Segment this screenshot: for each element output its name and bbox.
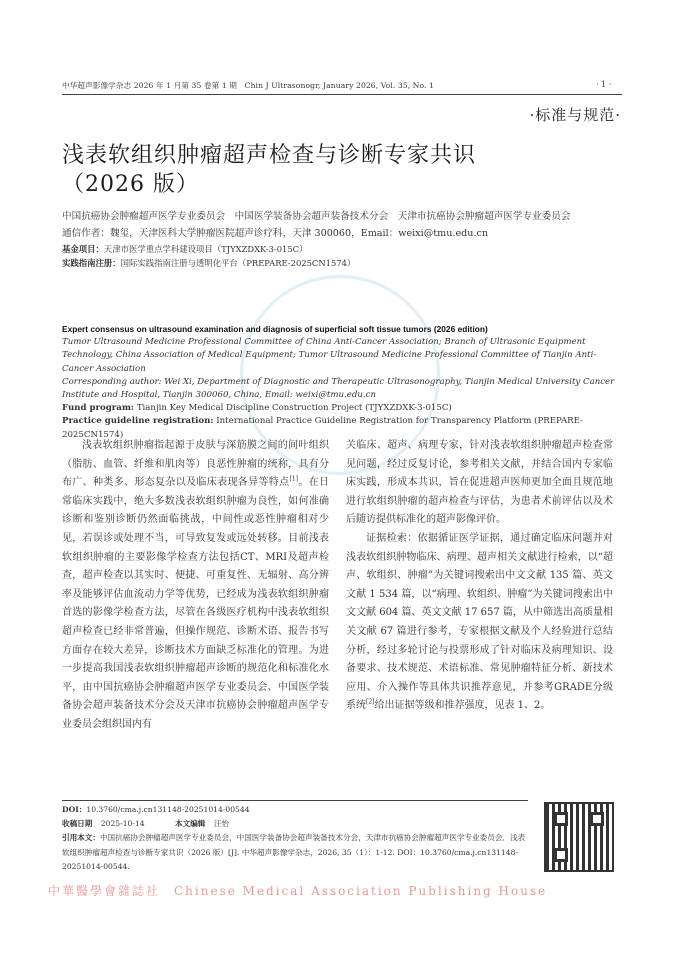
- body-paragraph: 浅表软组织肿瘤指起源于皮肤与深筋膜之间的间叶组织（脂肪、血管、纤维和肌肉等）良恶性肿瘤的统称，具有分布广、种类多、形态复杂以及临床表现各异等特点[1]。在日常临床实践中，绝大多数浅表软组织肿瘤为良性，如何准确诊断和鉴别诊断仍然面临挑战，中间性或恶性肿瘤相对少见，若误诊或处理不当，可导致复发或远处转移。目前浅表软组织肿瘤的主要影像学检查方法包括CT、MRI及超声检查，超声检查以其实时、便捷、可重复性、无辐射、高分辨率及能够评估血流动力学等优势，已经成为浅表软组织肿瘤首选的影像学检查方法，尽管在各级医疗机构中浅表软组织超声检查已经非常普遍，但操作规范、诊断术语、报告书写方面存在较大差异，诊断技术方面缺乏标准化的管理。为进一步提高我国浅表软组织肿瘤超声诊断的规范化和标准化水平，由中国抗癌协会肿瘤超声医学专业委员会、中国医学装备协会超声装备技术分会及天津市抗癌协会肿瘤超声医学专业委员会组织国内有: [62, 440, 330, 730]
- header-divider: [62, 94, 622, 95]
- qr-code-icon[interactable]: [544, 802, 614, 872]
- en-title: Expert consensus on ultrasound examination and diagnosis of superficial soft tissue tumors (2026 edition): [62, 324, 488, 334]
- page-number: · 1 ·: [596, 80, 612, 89]
- en-fund: Fund program: Tianjin Key Medical Discipline Construction Project (TJYXZDXK-3-015C): [62, 403, 452, 414]
- title-edition: （2026 版）: [62, 172, 199, 197]
- citation: 引用本文：中国抗癌协会肿瘤超声医学专业委员会，中国医学装备协会超声装备技术分会，天津市抗癌协会肿瘤超声医学专业委员会．浅表软组织肿瘤超声检查与诊断专家共识（2026 版）[J]. 中华超声影像学杂志，2026, 35（1）：1-12. DOI：10.3760/cma.j.cn131148-20251014-00544.: [62, 833, 526, 871]
- footnote-divider: [62, 800, 528, 801]
- cn-authors: 中国抗癌协会肿瘤超声医学专业委员会 中国医学装备协会超声装备技术分会 天津市抗癌协会肿瘤超声医学专业委员会: [62, 211, 571, 222]
- cn-corresponding: 通信作者：魏玺，天津医科大学肿瘤医院超声诊疗科，天津 300060，Email：weixi@tmu.edu.cn: [62, 228, 489, 239]
- publisher-logo: 中華醫學會雜誌社 Chinese Medical Association Publishing House: [48, 884, 548, 898]
- footnotes: [62, 803, 532, 874]
- english-metadata: [62, 323, 622, 442]
- section-label: ·标准与规范·: [529, 106, 621, 124]
- body-paragraph: 关临床、超声、病理专家，针对浅表软组织肿瘤超声检查常见问题，经过反复讨论，参考相关文献，并结合国内专家临床实践，形成本共识，旨在促进超声医师更加全面且规范地进行软组织肿瘤的超声检查与评估，为患者术前评估以及术后随访提供标准化的超声影像评价。: [346, 440, 613, 526]
- doi-link[interactable]: 10.3760/cma.j.cn131148-20251014-00544: [86, 805, 250, 814]
- reference-link[interactable]: [1]: [289, 475, 298, 483]
- journal-header: 中华超声影像学杂志 2026 年 1 月第 35 卷第 1 期 Chin J Ultrasonogr, January 2026, Vol. 35, No. 1: [62, 81, 435, 90]
- article-title: [62, 141, 602, 199]
- body-left-column: [62, 437, 329, 735]
- reference-link[interactable]: [2]: [366, 698, 375, 706]
- en-registration: Practice guideline registration: International Practice Guideline Registration for Transparency Platform (PREPARE-2025CN1574): [62, 416, 583, 440]
- en-corresponding: Corresponding author: Wei Xi, Department of Diagnostic and Therapeutic Ultrasonography, Tianjin Medical University Cancer Institute and Hospital, Tianjin 300060, China, Email: weixi@tmu.edu.cn: [62, 376, 615, 401]
- body-paragraph: 证据检索：依据循证医学证据，通过确定临床问题并对浅表软组织肿物临床、病理、超声相关文献进行检索，以“超声、软组织、肿瘤”为关键词搜索出中文文献 135 篇、英文文献 1 534 篇，以“病理、软组织、肿瘤”为关键词搜索出中文文献 604 篇、英文文献 17 657 篇，从中筛选出高质量相关文献 67 篇进行参考，专家根据文献及个人经验进行总结分析，经过多轮讨论与投票形成了针对临床及病理知识、设备要求、技术规范、术语标准、常见肿瘤特征分析、新技术应用、介入操作等具体共识推荐意见，并参考GRADE分级系统[2]给出证据等级和推荐强度，见表 1、2。: [346, 532, 613, 712]
- body-right-column: [346, 437, 613, 716]
- doi: DOI：10.3760/cma.j.cn131148-20251014-00544: [62, 805, 250, 814]
- dates: 收稿日期 2025-10-14 本文编辑 汪怡: [62, 819, 229, 829]
- title-main: 浅表软组织肿瘤超声检查与诊断专家共识: [62, 143, 477, 168]
- en-authors: Tumor Ultrasound Medicine Professional Committee of China Anti-Cancer Association; Branch of Ultrasonic Equipment Technology, China Association of Medical Equipment; Tumor Ultrasound Medicine Professional Committee of Tianjin Anti-Cancer Association: [62, 337, 597, 374]
- cn-fund: 基金项目：天津市医学重点学科建设项目（TJYXZDXK-3-015C）: [62, 244, 308, 254]
- chinese-metadata: [62, 208, 622, 270]
- cn-registration: 实践指南注册：国际实践指南注册与透明化平台（PREPARE-2025CN1574）: [62, 258, 356, 268]
